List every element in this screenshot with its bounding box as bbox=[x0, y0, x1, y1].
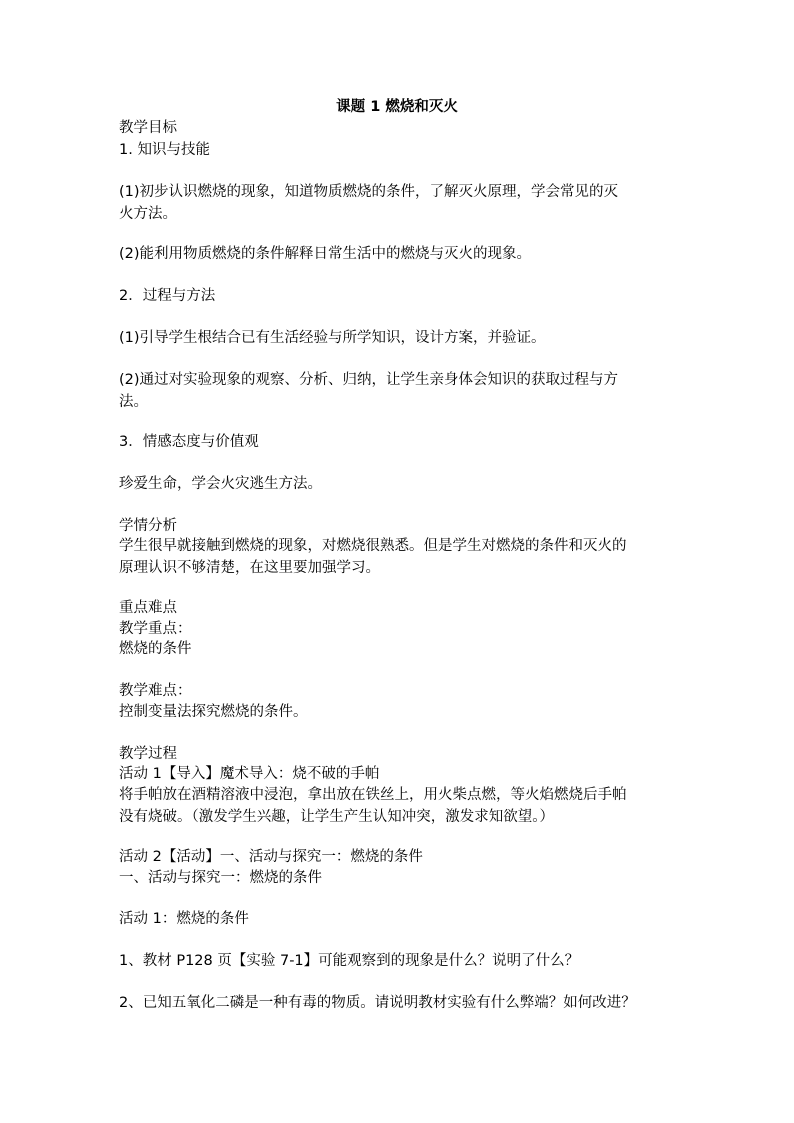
text-line: 没有烧破。（激发学生兴趣，让学生产生认知冲突，激发求知欲望。） bbox=[119, 809, 554, 825]
difficulty-text: 控制变量法探究燃烧的条件。 bbox=[119, 704, 308, 720]
question-1: 1、教材 P128 页【实验 7-1】可能观察到的现象是什么？说明了什么？ bbox=[119, 953, 580, 969]
activity1-title: 活动 1【导入】魔术导入：烧不破的手帕 bbox=[119, 766, 380, 782]
activity-a: 活动 1：燃烧的条件 bbox=[119, 911, 249, 927]
knowledge-item-1 bbox=[119, 181, 679, 225]
attitude-heading: 3．情感态度与价值观 bbox=[119, 434, 259, 450]
text-line: 火方法。 bbox=[119, 206, 177, 222]
keypoints-heading: 重点难点 bbox=[119, 600, 177, 616]
key-text: 燃烧的条件 bbox=[119, 641, 192, 657]
text-line: 法。 bbox=[119, 394, 148, 410]
text-line: 学生很早就接触到燃烧的现象，对燃烧很熟悉。但是学生对燃烧的条件和灭火的 bbox=[119, 538, 627, 554]
knowledge-heading: 1. 知识与技能 bbox=[119, 142, 210, 158]
analysis-text bbox=[119, 535, 679, 579]
text-line: 将手帕放在酒精溶液中浸泡，拿出放在铁丝上，用火柴点燃，等火焰燃烧后手帕 bbox=[119, 787, 627, 803]
process-item-1: (1)引导学生根结合已有生活经验与所学知识，设计方案，并验证。 bbox=[119, 330, 546, 346]
process-item-2 bbox=[119, 369, 679, 413]
activity1-text bbox=[119, 784, 679, 828]
difficulty-label: 教学难点： bbox=[119, 683, 192, 699]
process-heading: 2．过程与方法 bbox=[119, 288, 216, 304]
activity2-subtitle: 一、活动与探究一：燃烧的条件 bbox=[119, 870, 322, 886]
process-section-heading: 教学过程 bbox=[119, 746, 177, 762]
text-line: (1)初步认识燃烧的现象，知道物质燃烧的条件，了解灭火原理，学会常见的灭 bbox=[119, 184, 619, 200]
document-title: 课题 1 燃烧和灭火 bbox=[336, 99, 458, 115]
question-2: 2、已知五氧化二磷是一种有毒的物质。请说明教材实验有什么弊端？如何改进？ bbox=[119, 995, 636, 1011]
activity2-title: 活动 2【活动】一、活动与探究一：燃烧的条件 bbox=[119, 849, 423, 865]
knowledge-item-2: (2)能利用物质燃烧的条件解释日常生活中的燃烧与灭火的现象。 bbox=[119, 246, 532, 262]
key-label: 教学重点： bbox=[119, 621, 192, 637]
analysis-heading: 学情分析 bbox=[119, 518, 177, 534]
attitude-item-1: 珍爱生命，学会火灾逃生方法。 bbox=[119, 476, 322, 492]
objectives-heading: 教学目标 bbox=[119, 120, 177, 136]
text-line: (2)通过对实验现象的观察、分析、归纳，让学生亲身体会知识的获取过程与方 bbox=[119, 372, 619, 388]
text-line: 原理认识不够清楚，在这里要加强学习。 bbox=[119, 560, 380, 576]
